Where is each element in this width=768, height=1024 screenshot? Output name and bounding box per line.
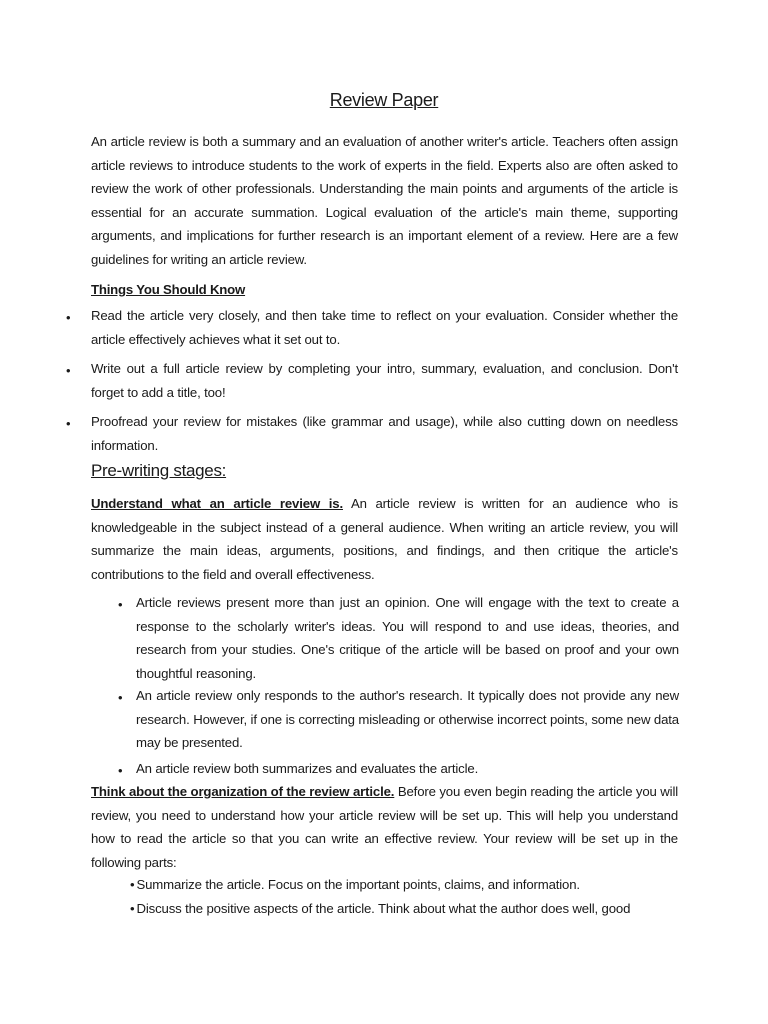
bullet-marker: •	[118, 763, 123, 778]
prewriting-bullet-text: An article review only responds to the author's research. It typically does not provide any new research. However, if one is correcting misleading or otherwise incorrect points, some new data may be presented.	[136, 688, 679, 750]
bullet-marker: •	[130, 877, 135, 892]
bullet-marker: •	[66, 363, 71, 378]
part-item-text: Summarize the article. Focus on the important points, claims, and information.	[136, 877, 580, 892]
prewriting-bullet	[136, 684, 679, 755]
prewriting-bullet-text: An article review both summarizes and evaluates the article.	[136, 761, 479, 776]
page-title: Review Paper	[329, 90, 439, 110]
understand-lead: Understand what an article review is.	[91, 496, 343, 511]
things-heading: Things You Should Know	[91, 282, 246, 297]
part-item-text: Discuss the positive aspects of the article. Think about what the author does well, good	[136, 901, 631, 916]
organize-text: Before you even begin reading the article you will review, you need to understand how your article review will be set up. This will help you understand how to read the article so that you can write an effective review. Your review will be set up in the following parts:	[91, 784, 679, 870]
things-item: Read the article very closely, and then take time to reflect on your evaluation. Consider whether the article effectively achieves what it set out to.	[91, 308, 678, 347]
prewriting-bullet	[136, 591, 679, 685]
understand-paragraph	[91, 492, 678, 586]
organize-paragraph	[91, 780, 678, 874]
bullet-marker: •	[118, 690, 123, 705]
part-item	[130, 897, 680, 921]
prewriting-bullet-text: Article reviews present more than just an opinion. One will engage with the text to create a response to the scholarly writer's ideas. You will respond to and use ideas, theories, and research from your studies. One's critique of the article will be based on proof and your own thoughtful reasoning.	[136, 595, 679, 681]
intro-paragraph: An article review is both a summary and an evaluation of another writer's article. Teachers often assign article reviews to introduce students to the work of experts in the field. Experts also are often asked to review the work of other professionals. Understanding the main points and arguments of the article is essential for an accurate summation. Logical evaluation of the article's main theme, supporting arguments, and implications for further research is an important element of a review. Here are a few guidelines for writing an article review.	[91, 134, 678, 267]
understand-text: An article review is written for an audience who is knowledgeable in the subject instead of a general audience. When writing an article review, you will summarize the main ideas, arguments, positions, and findings, and then critique the article's contributions to the field and overall effectiveness.	[91, 496, 678, 582]
bullet-marker: •	[66, 310, 71, 325]
bullet-marker: •	[118, 597, 123, 612]
bullet-marker: •	[66, 416, 71, 431]
things-item: Proofread your review for mistakes (like grammar and usage), while also cutting down on needless information.	[91, 414, 678, 453]
part-item	[130, 873, 680, 897]
prewriting-heading: Pre-writing stages:	[91, 461, 227, 480]
organize-lead: Think about the organization of the review article.	[91, 784, 395, 799]
bullet-marker: •	[130, 901, 135, 916]
prewriting-bullet	[136, 757, 679, 781]
things-item: Write out a full article review by completing your intro, summary, evaluation, and conclusion. Don't forget to add a title, too!	[91, 361, 678, 400]
